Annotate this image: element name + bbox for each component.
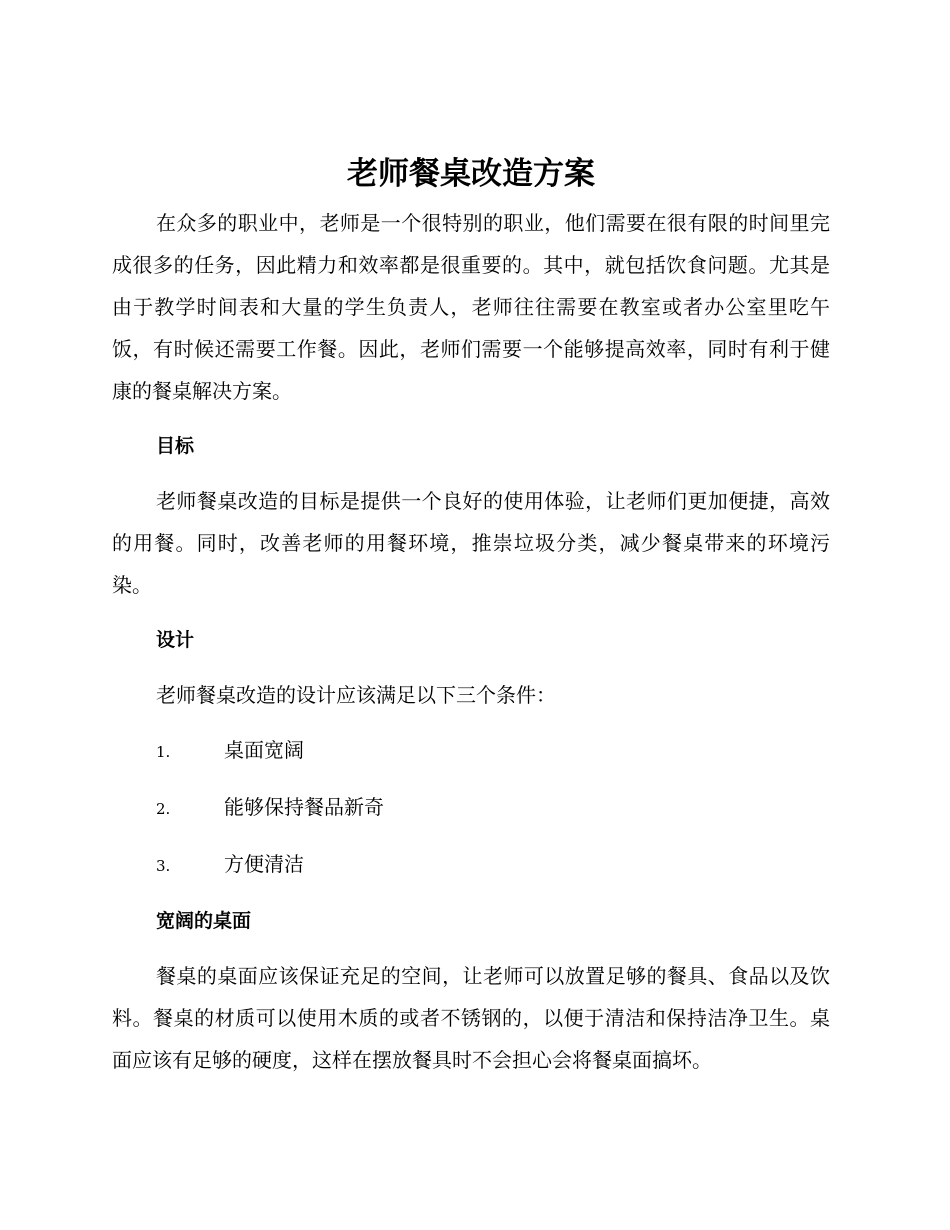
design-conditions-list [112, 729, 830, 887]
document-title: 老师餐桌改造方案 [347, 156, 595, 192]
list-item [112, 729, 830, 773]
list-item-number: 1. [156, 743, 171, 761]
list-item-number: 2. [156, 800, 171, 818]
wide-top-paragraph: 餐桌的桌面应该保证充足的空间，让老师可以放置足够的餐具、食品以及饮料。餐桌的材质可以使用木质的或者不锈钢的，以便于清洁和保持洁净卫生。桌面应该有足够的硬度，这样在摆放餐具时不会担心会将餐桌面搞坏。 [112, 964, 830, 1072]
wide-top-heading: 宽阔的桌面 [156, 910, 252, 932]
list-item-text: 方便清洁 [224, 852, 304, 876]
intro-paragraph: 在众多的职业中，老师是一个很特别的职业，他们需要在很有限的时间里完成很多的任务，因此精力和效率都是很重要的。其中，就包括饮食问题。尤其是由于教学时间表和大量的学生负责人，老师往往需要在教室或者办公室里吃午饭，有时候还需要工作餐。因此，老师们需要一个能够提高效率，同时有利于健康的餐桌解决方案。 [112, 211, 830, 403]
design-paragraph: 老师餐桌改造的设计应该满足以下三个条件： [156, 683, 556, 707]
list-item-text: 桌面宽阔 [224, 738, 304, 762]
list-item [112, 786, 830, 830]
goal-paragraph: 老师餐桌改造的目标是提供一个良好的使用体验，让老师们更加便捷，高效的用餐。同时，改善老师的用餐环境，推崇垃圾分类，减少餐桌带来的环境污染。 [112, 489, 830, 597]
list-item-text: 能够保持餐品新奇 [224, 795, 384, 819]
goal-heading: 目标 [156, 435, 195, 457]
list-item-number: 3. [156, 857, 171, 875]
design-heading: 设计 [156, 629, 195, 651]
list-item [112, 843, 830, 887]
document-page [112, 150, 830, 1081]
